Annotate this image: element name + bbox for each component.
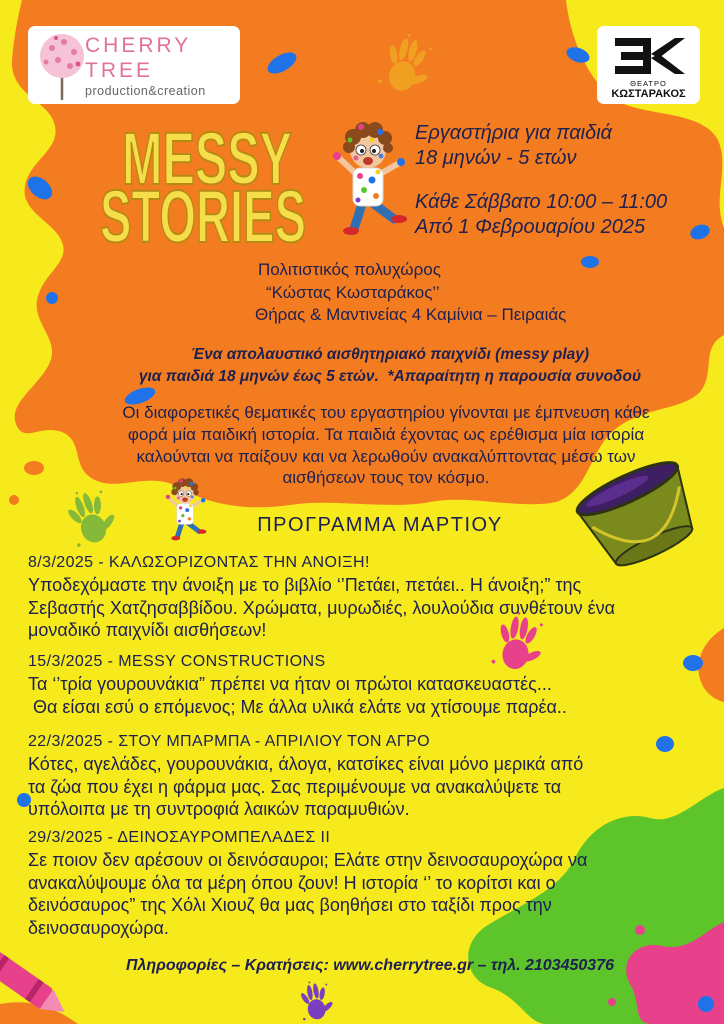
event-item [28, 651, 567, 718]
intro-line: καλούνται να παίξουν και να λερωθούν ανακαλύπτοντας μέσω των [136, 447, 636, 466]
tagline-line1: Ένα απολαυστικό αισθητηριακό παιχνίδι (messy play) [190, 346, 590, 363]
cherry-logo-line3: production&creation [85, 84, 206, 98]
event-item [28, 731, 583, 821]
intro-line: αισθήσεων τους τον κόσμο. [282, 468, 490, 487]
orange-paint-drop [24, 461, 44, 475]
orange-paint-drop [9, 495, 19, 505]
contact-footer: Πληροφορίες – Κρατήσεις: www.cherrytree.gr – τηλ. 2103450376 [125, 957, 614, 974]
workshop-start-date: Από 1 Φεβρουαρίου 2025 [415, 216, 646, 238]
event-description-line: Κότες, αγελάδες, γουρουνάκια, άλογα, κατσίκες είναι μόνο μερικά από [28, 754, 584, 775]
event-heading: 15/3/2025 - MESSY CONSTRUCTIONS [28, 653, 326, 670]
event-heading: 8/3/2025 - ΚΑΛΩΣΟΡΙΖΟΝΤΑΣ ΤΗΝ ΑΝΟΙΞΗ! [28, 554, 370, 571]
event-description-line: Σε ποιον δεν αρέσουν οι δεινόσαυροι; Ελάτε στην δεινοσαυροχώρα να [28, 850, 588, 871]
title-line2: STORIES [100, 175, 306, 251]
program-title: ΠΡΟΓΡΑΜΜΑ ΜΑΡΤΙΟΥ [257, 514, 503, 536]
workshop-schedule: Κάθε Σάββατο 10:00 – 11:00 [415, 191, 668, 213]
intro-line: Οι διαφορετικές θεματικές του εργαστηρίου γίνονται με έμπνευση κάθε [122, 403, 650, 422]
event-description-line: ανακαλύψουμε όλα τα μέρη όπου ζουν! Η ιστορία ‘’ το κορίτσι και ο [28, 872, 556, 893]
title-messy-stories [92, 116, 322, 251]
title-line1: MESSY [122, 117, 292, 200]
event-description-line: Τα ‘’τρία γουρουνάκια” πρέπει να ήταν οι πρώτοι κατασκευαστές... [28, 674, 552, 695]
pink-paint-drop [635, 925, 645, 935]
tagline-line2: για παιδιά 18 μηνών έως 5 ετών. *Απαραίτητη η παρουσία συνοδού [138, 368, 642, 385]
event-description-line: δεινόσαυρος” της Χόλι Χιουζ θα μας βοηθήσει στο ταξίδι προς την [28, 895, 552, 916]
event-heading: 29/3/2025 - ΔΕΙΝΟΣΑΥΡΟΜΠΕΛΑΔΕΣ II [28, 829, 331, 846]
intro-line: φορά μία παιδική ιστορία. Τα παιδιά έχοντας ως ερέθισμα μία ιστορία [127, 425, 645, 444]
event-description-line: τα ζώα που έχει η φάρμα μας. Σας περιμένουμε να ανακαλύψετε τα [28, 776, 562, 797]
theatre-logo-name: ΚΩΣΤΑΡΑΚΟΣ [611, 88, 686, 100]
workshop-audience-line2: 18 μηνών - 5 ετών [415, 147, 577, 169]
venue-line1: Πολιτιστικός πολυχώρος [258, 260, 441, 279]
event-item [28, 552, 615, 642]
event-description-line: μοναδικό παιχνίδι αισθήσεων! [28, 620, 267, 641]
event-description-line: Θα είσαι εσύ ο επόμενος; Με άλλα υλικά ελάτε να χτίσουμε παρέα.. [28, 696, 567, 717]
event-description-line: δεινοσαυροχώρα. [28, 917, 169, 938]
cherry-logo-line1: CHERRY [85, 34, 192, 57]
venue-name: “Κώστας Κωσταράκος’’ [266, 283, 440, 302]
cherry-tree-logo [28, 26, 240, 104]
event-description-line: υπόλοιπα με τη συντροφιά λαικών παραμυθιών. [28, 799, 410, 820]
workshop-audience-line1: Εργαστήρια για παιδιά [415, 122, 613, 144]
pink-paint-drop [608, 998, 616, 1006]
theatre-logo-small: ΘΕΑΤΡΟ [630, 79, 667, 88]
event-heading: 22/3/2025 - ΣΤΟΥ ΜΠΑΡΜΠΑ - ΑΠΡΙΛΙΟΥ ΤΟΝ ΑΓΡΟ [28, 733, 430, 750]
venue-address: Θήρας & Μαντινείας 4 Καμίνια – Πειραιάς [255, 305, 567, 324]
event-description-line: Υποδεχόμαστε την άνοιξη με το βιβλίο ‘’Πετάει, πετάει.. Η άνοιξη;” της [28, 575, 582, 596]
event-description-line: Σεβαστής Χατζησαββίδου. Χρώματα, μυρωδιές, λουλούδια συνθέτουν ένα [28, 597, 616, 618]
event-item [28, 827, 587, 939]
cherry-logo-line2: TREE [85, 59, 154, 82]
theatre-kostarakos-logo [597, 26, 700, 104]
cherry-tree-icon [32, 26, 92, 104]
theatre-mark-icon [597, 30, 700, 80]
